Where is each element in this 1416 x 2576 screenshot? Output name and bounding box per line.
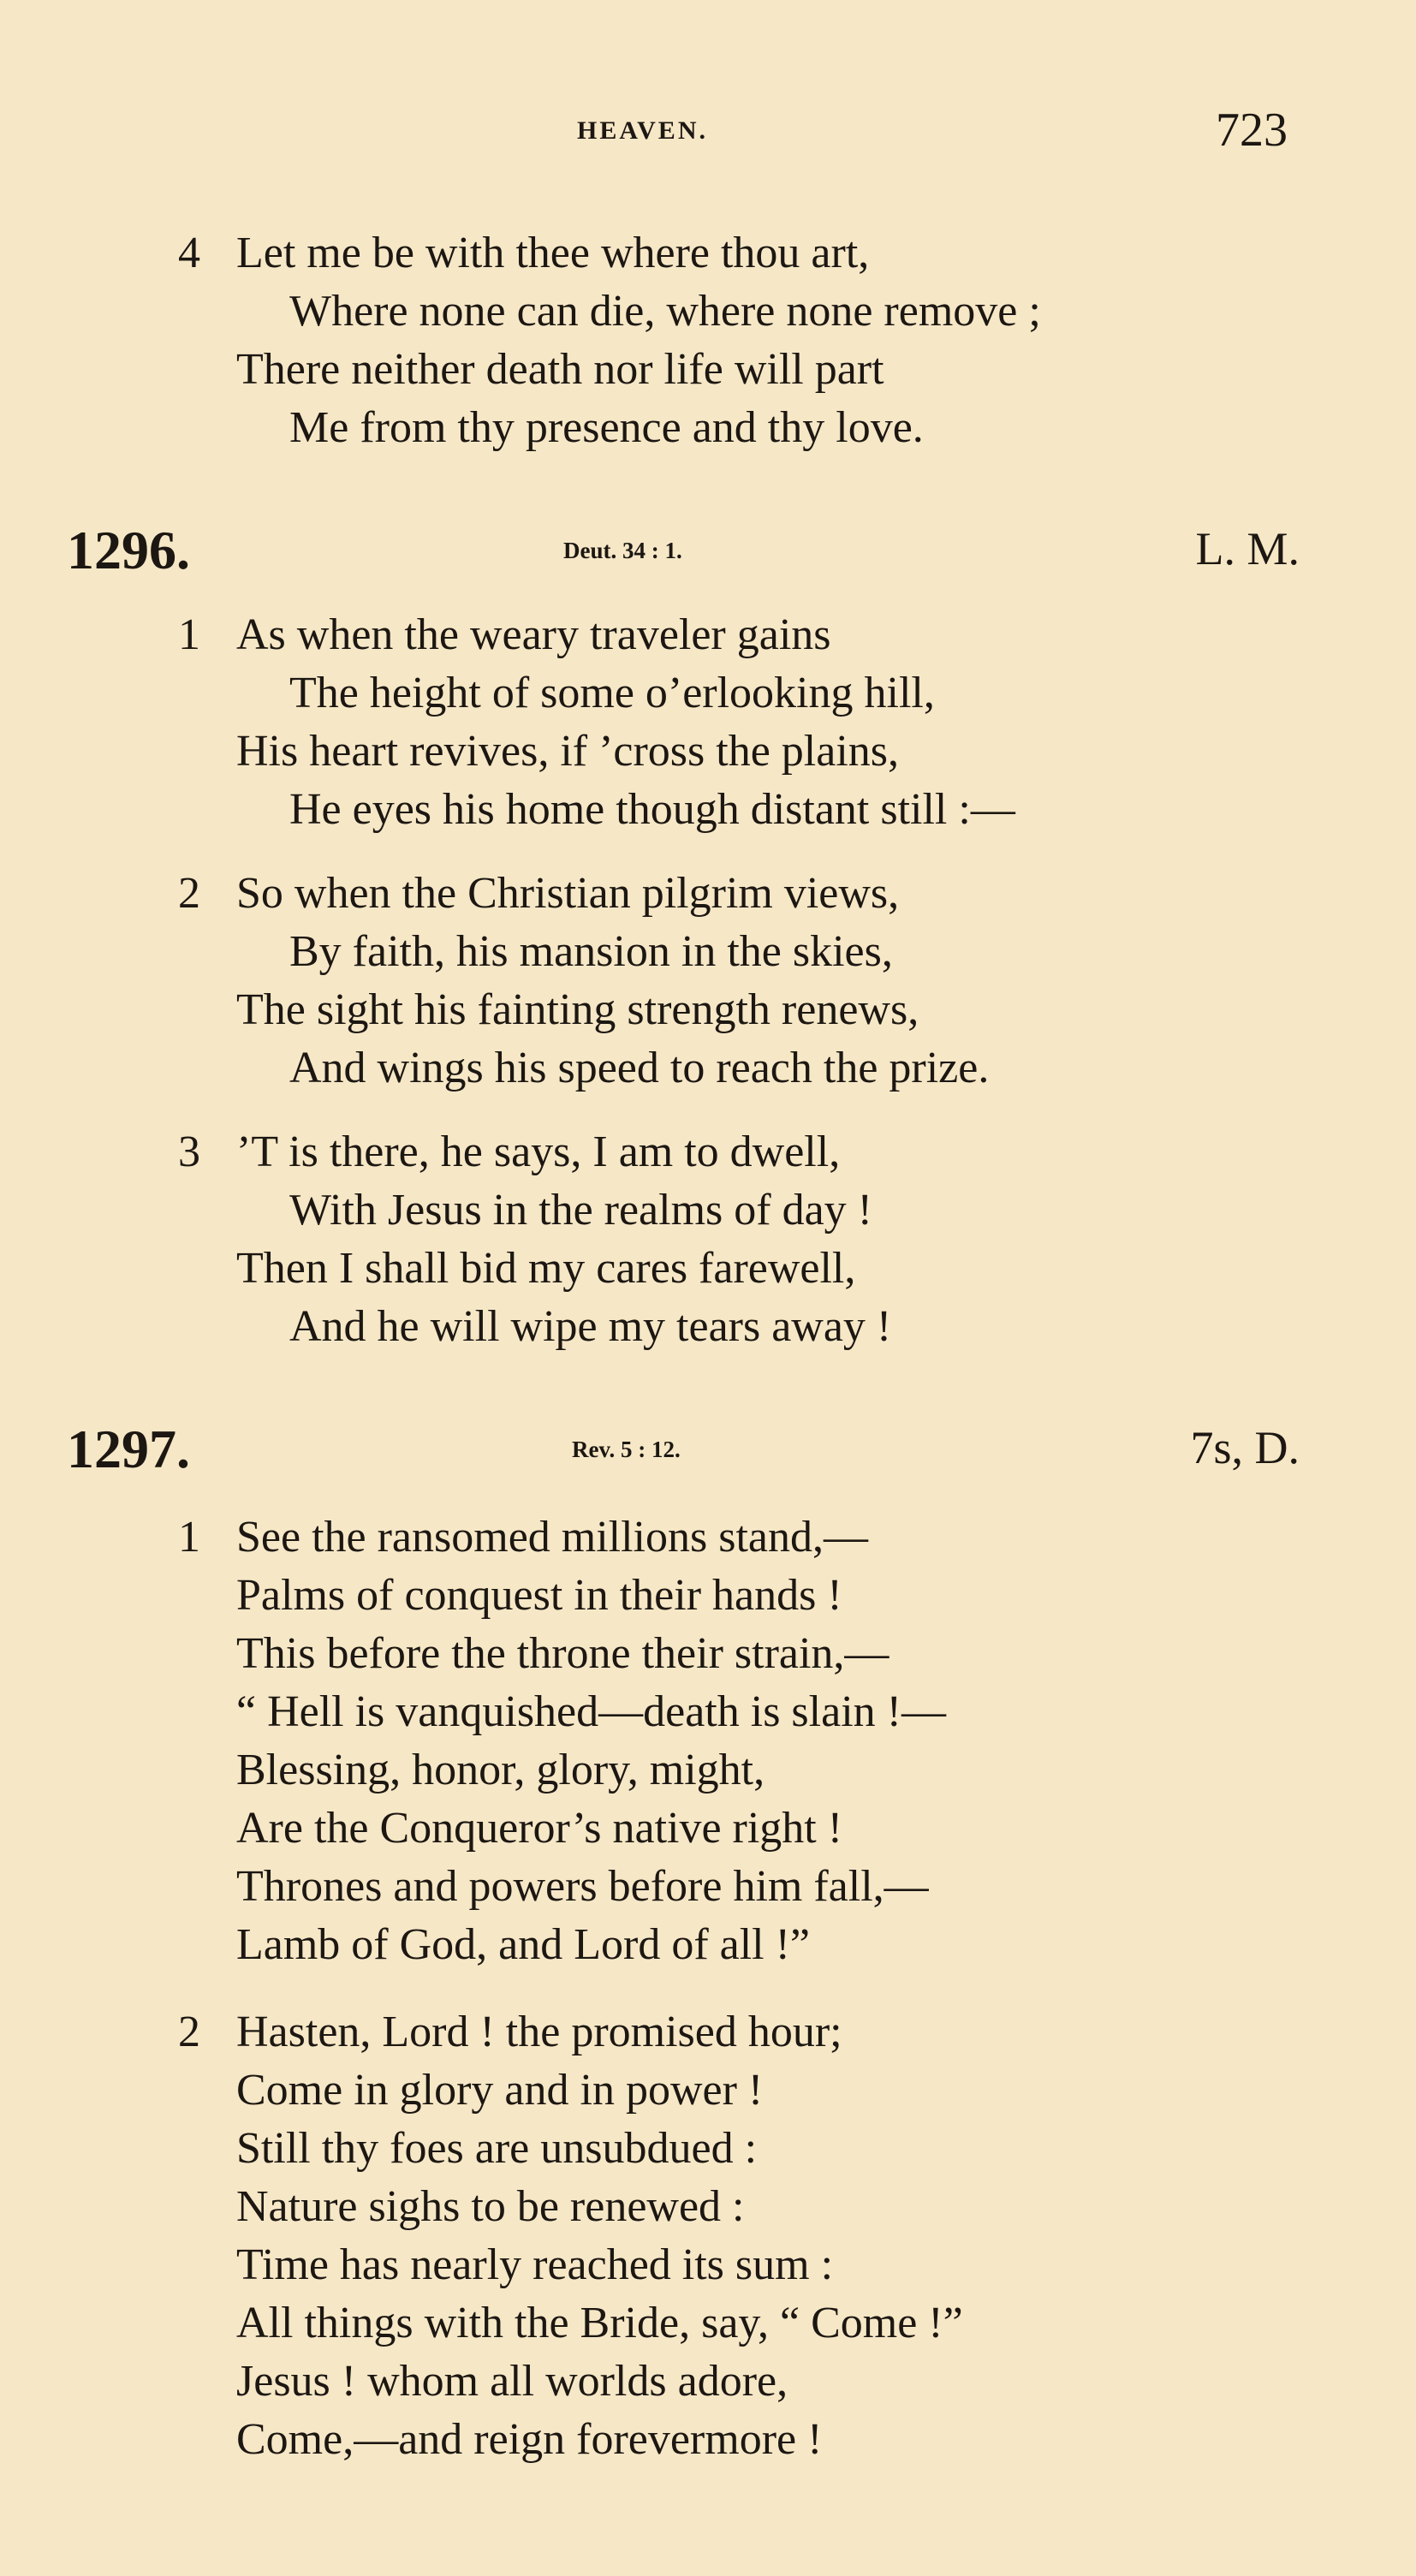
running-head <box>0 104 1416 161</box>
verse-number: 4 <box>178 229 200 277</box>
verse-line: Let me be with thee where thou art, <box>236 229 870 277</box>
page-number: 723 <box>1216 104 1288 157</box>
scripture-reference: Deut. 34 : 1. <box>563 538 682 563</box>
verse-line: ’T is there, he says, I am to dwell, <box>236 1127 841 1176</box>
verse-line: Thrones and powers before him fall,— <box>236 1862 929 1911</box>
verse-number: 1 <box>178 610 200 659</box>
verse-line: Palms of conquest in their hands ! <box>236 1571 842 1620</box>
verse-line: Me from thy presence and thy love. <box>289 403 924 452</box>
verse-line: Come,—and reign forevermore ! <box>236 2415 823 2464</box>
verse-line: His heart revives, if ’cross the plains, <box>236 727 900 776</box>
verse-line: All things with the Bride, say, “ Come !” <box>236 2299 963 2347</box>
running-title: HEAVEN. <box>577 116 708 145</box>
hymn-1297-header <box>67 1418 1300 1486</box>
verse-line: Lamb of God, and Lord of all !” <box>236 1920 811 1969</box>
verse-line: He eyes his home though distant still :— <box>289 785 1015 834</box>
verse-line: And wings his speed to reach the prize. <box>289 1044 990 1092</box>
verse-line: Where none can die, where none remove ; <box>289 287 1041 336</box>
verse-line: This before the throne their strain,— <box>236 1629 889 1678</box>
verse-line: “ Hell is vanquished—death is slain !— <box>236 1687 946 1736</box>
hymn-1296-header <box>67 519 1300 587</box>
verse-line: As when the weary traveler gains <box>236 610 831 659</box>
hymn-meter: 7s, D. <box>1190 1422 1300 1473</box>
verse-line: And he will wipe my tears away ! <box>289 1302 892 1351</box>
hymn-number: 1296. <box>67 520 190 580</box>
verse-line: Are the Conqueror’s native right ! <box>236 1804 843 1853</box>
verse-line: Time has nearly reached its sum : <box>236 2240 834 2289</box>
verse-line: By faith, his mansion in the skies, <box>289 927 893 976</box>
scripture-reference: Rev. 5 : 12. <box>572 1437 681 1462</box>
verse-line: Then I shall bid my cares farewell, <box>236 1244 856 1293</box>
verse-line: Come in glory and in power ! <box>236 2066 764 2115</box>
verse-number: 2 <box>178 2008 200 2056</box>
verse-line: Still thy foes are unsubdued : <box>236 2124 758 2173</box>
verse-line: The height of some o’erlooking hill, <box>289 669 935 717</box>
verse-line: Nature sighs to be renewed : <box>236 2182 745 2231</box>
verse-number: 1 <box>178 1513 200 1562</box>
hymn-meter: L. M. <box>1195 523 1300 574</box>
verse-line: With Jesus in the realms of day ! <box>289 1186 872 1234</box>
hymn-number: 1297. <box>67 1419 190 1479</box>
verse-line: The sight his fainting strength renews, <box>236 985 919 1034</box>
verse-line: Blessing, honor, glory, might, <box>236 1746 765 1794</box>
verse-line: There neither death nor life will part <box>236 345 884 394</box>
verse-line: So when the Christian pilgrim views, <box>236 869 900 918</box>
verse-line: See the ransomed millions stand,— <box>236 1513 869 1562</box>
verse-line: Jesus ! whom all worlds adore, <box>236 2357 788 2406</box>
verse-number: 3 <box>178 1127 200 1176</box>
verse-line: Hasten, Lord ! the promised hour; <box>236 2008 842 2056</box>
verse-number: 2 <box>178 869 200 918</box>
